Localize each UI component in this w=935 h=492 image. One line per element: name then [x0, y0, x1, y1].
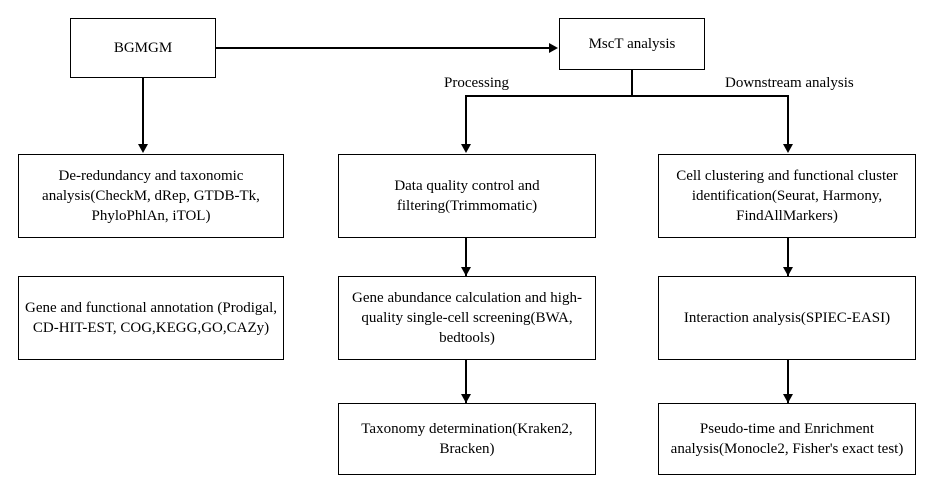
edge-bgmgm-to-msct	[216, 47, 550, 49]
node-gene-abundance-calculation	[338, 276, 596, 360]
node-interaction-label: Interaction analysis(SPIEC-EASI)	[683, 309, 891, 326]
edge-bgmgm-down	[142, 78, 144, 146]
edge-abundance-to-taxonomy-arrowhead	[461, 394, 471, 403]
node-interaction-analysis	[658, 276, 916, 360]
edge-bgmgm-to-msct-arrowhead	[549, 43, 558, 53]
node-pseudotime-enrichment	[658, 403, 916, 475]
node-de-redundancy-taxonomic-analysis	[18, 154, 284, 238]
edge-label-processing: Processing	[444, 75, 509, 91]
edge-msct-right-branch	[787, 95, 789, 146]
node-data-quality-control-label: Data quality control and filtering(Trimmomatic)	[394, 177, 540, 214]
node-gene-functional-annotation	[18, 276, 284, 360]
edge-msct-split	[465, 95, 788, 97]
edge-bgmgm-down-arrowhead	[138, 144, 148, 153]
node-cell-clustering-label: Cell clustering and functional cluster identification(Seurat, Harmony, FindAllMarkers)	[676, 167, 898, 225]
edge-qc-to-abundance-arrowhead	[461, 267, 471, 276]
edge-msct-left-branch	[465, 95, 467, 146]
node-msct-analysis-label: MscT analysis	[588, 35, 676, 52]
edge-interaction-to-pseudotime-arrowhead	[783, 394, 793, 403]
node-pseudotime-label: Pseudo-time and Enrichment analysis(Monocle2, Fisher's exact test)	[670, 420, 904, 457]
edge-clustering-to-interaction-arrowhead	[783, 267, 793, 276]
edge-msct-left-arrowhead	[461, 144, 471, 153]
edge-msct-right-arrowhead	[783, 144, 793, 153]
node-taxonomy-label: Taxonomy determination(Kraken2, Bracken)	[361, 420, 573, 457]
node-bgmgm	[70, 18, 216, 78]
node-msct-analysis	[559, 18, 705, 70]
node-gene-annotation-label: Gene and functional annotation (Prodigal, CD-HIT-EST, COG,KEGG,GO,CAZy)	[25, 299, 278, 336]
node-taxonomy-determination	[338, 403, 596, 475]
node-data-quality-control	[338, 154, 596, 238]
node-gene-abundance-label: Gene abundance calculation and high-quality single-cell screening(BWA, bedtools)	[352, 289, 582, 347]
node-cell-clustering	[658, 154, 916, 238]
node-de-redundancy-label: De-redundancy and taxonomic analysis(CheckM, dRep, GTDB-Tk, PhyloPhlAn, iTOL)	[42, 167, 260, 225]
edge-msct-stem	[631, 70, 633, 96]
node-bgmgm-label: BGMGM	[113, 39, 173, 56]
edge-label-downstream-analysis: Downstream analysis	[725, 75, 854, 91]
